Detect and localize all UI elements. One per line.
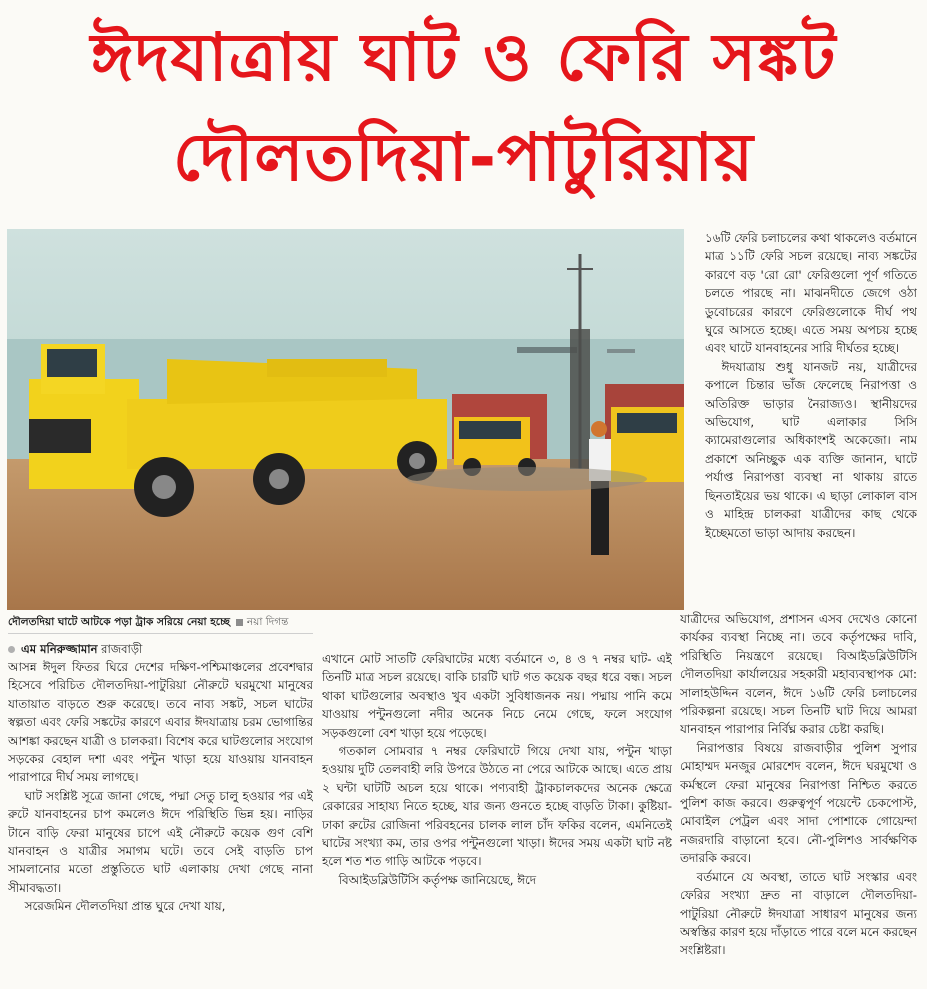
byline-author: এম মনিরুজ্জামান (21, 642, 98, 656)
byline (8, 640, 142, 658)
paragraph: আসন্ন ঈদুল ফিতর ঘিরে দেশের দক্ষিণ-পশ্চিমাঞ্চলের প্রবেশদ্বার হিসেবে পরিচিত দৌলতদিয়া-পাটুরিয়া নৌরুটে ঘরমুখো মানুষের যাতায়াত বাড়তে শুরু করেছে। তবে নাব্য সঙ্কট, সচল ঘাটের স্বল্পতা এবং ফেরি সঙ্কটের কারণে এবার ঈদযাত্রায় চরম ভোগান্তির আশঙ্কা করছেন যাত্রী ও চালকরা। বিশেষ করে ঘাটগুলোর সংযোগ সড়কের বেহাল দশা এবং পন্টুন খাড়া হয়ে যাওয়ায় যানবাহন পারাপারে দীর্ঘ সময় লাগছে। (8, 660, 313, 785)
byline-location: রাজবাড়ী (101, 642, 143, 656)
paragraph: বিআইডব্লিউটিসি কর্তৃপক্ষ জানিয়েছে, ঈদে (338, 872, 537, 887)
headline-line-1: ঈদযাত্রায় ঘাট ও ফেরি সঙ্কট (90, 19, 837, 96)
photo-ferry-ghat-trucks (7, 229, 684, 610)
news-photo (7, 229, 684, 610)
square-bullet-icon (236, 619, 243, 626)
paragraph: যাত্রীদের অভিযোগ, প্রশাসন এসব দেখেও কোনো কার্যকর ব্যবস্থা নিচ্ছে না। তবে কর্তৃপক্ষের দাবি, পরিস্থিতি নিয়ন্ত্রণে রয়েছে। বিআইডব্লিউটিসি দৌলতদিয়া কার্যালয়ের সহকারী মহাব্যবস্থাপক মো: সালাহউদ্দিন বলেন, ঈদে ১৬টি ফেরি চলাচলের পরিকল্পনা রয়েছে। সচল তিনটি ঘাট দিয়ে আমরা যানবাহন পারাপার নির্বিঘ্ন করার চেষ্টা করছি। (680, 612, 917, 737)
photo-caption (8, 614, 684, 630)
caption-divider (8, 633, 313, 634)
article-column-3-continued (680, 610, 917, 985)
article-column-1 (8, 658, 313, 984)
paragraph: ঘাট সংশ্লিষ্ট সূত্রে জানা গেছে, পদ্মা সেতু চালু হওয়ার পর এই রুটে যানবাহনের চাপ কমলেও ঈদে পরিস্থিতি ভিন্ন হয়। নাড়ির টানে বাড়ি ফেরা মানুষের চাপে এই নৌরুটে কয়েক গুণ বেশি যানবাহন ও যাত্রীর সমাগম ঘটে। তবে সেই বাড়তি চাপ সামলানোর মতো প্রস্তুতিতে ঘাট এলাকায় দেখা গেছে নানা সীমাবদ্ধতা। (8, 788, 313, 895)
paragraph: এখানে মোট সাতটি ফেরিঘাটের মধ্যে বর্তমানে ৩, ৪ ও ৭ নম্বর ঘাট- এই তিনটি মাত্র সচল রয়েছে। বাকি চারটি ঘাট গত কয়েক বছর ধরে বন্ধ। সচল থাকা ঘাটগুলোর অবস্থাও খুব একটা সুবিধাজনক নয়। পদ্মায় পানি কমে যাওয়ায় পন্টুনগুলো নদীর অনেক নিচে নেমে গেছে, ফলে সংযোগ সড়কগুলো বেশ খাড়া হয়ে পড়েছে। (322, 652, 672, 740)
paragraph: নিরাপত্তার বিষয়ে রাজবাড়ীর পুলিশ সুপার মোহাম্মদ মনজুর মোরশেদ বলেন, ঈদে ঘরমুখো ও কর্মস্থলে ফেরা মানুষের নিরাপত্তা নিশ্চিত করতে পুলিশ কাজ করবে। গুরুত্বপূর্ণ পয়েন্টে চেকপোস্ট, মোবাইল পেট্রল এবং সাদা পোশাকে গোয়েন্দা নজরদারি বাড়ানো হবে। নৌ-পুলিশও সার্বক্ষণিক তদারকি করবে। (680, 740, 917, 866)
article-column-2 (322, 650, 672, 984)
caption-source: নয়া দিগন্ত (246, 616, 289, 628)
paragraph: সরেজমিন দৌলতদিয়া প্রান্ত ঘুরে দেখা যায়, (24, 899, 226, 914)
article-column-3 (705, 229, 917, 612)
bullet-dot-icon (8, 646, 15, 653)
paragraph: ঈদযাত্রায় শুধু যানজট নয়, যাত্রীদের কপালে চিন্তার ভাঁজ ফেলেছে নিরাপত্তা ও অতিরিক্ত ভাড়ার নৈরাজ্যও। স্থানীয়দের অভিযোগ, ঘাট এলাকার সিসি ক্যামেরাগুলোর অধিকাংশই অকেজো। নাম প্রকাশে অনিচ্ছুক এক ব্যক্তি জানান, ঘাটে পর্যাপ্ত নিরাপত্তা ব্যবস্থা না থাকায় রাতে ছিনতাইয়ের ভয় থাকে। এ ছাড়া লোকাল বাস ও মাহিন্দ্র চালকরা যাত্রীদের কাছ থেকে ইচ্ছেমতো ভাড়া আদায় করছেন। (705, 359, 917, 540)
caption-text: দৌলতদিয়া ঘাটে আটকে পড়া ট্রাক সরিয়ে নেয়া হচ্ছে (8, 616, 230, 628)
photo-tanker-truck (452, 394, 547, 476)
paragraph: গতকাল সোমবার ৭ নম্বর ফেরিঘাটে গিয়ে দেখা যায়, পন্টুন খাড়া হওয়ায় দুটি তেলবাহী লরি উপরে উঠতে না পেরে আটকে আছে। এতে প্রায় ২ ঘন্টা ঘাটটি অচল হয়ে থাকে। পণ্যবাহী ট্রাকচালকদের অনেক ক্ষেত্রে রেকারের সাহায্য নিতে হচ্ছে, যার জন্য গুনতে হচ্ছে বাড়তি টাকা। কুষ্টিয়া-ঢাকা রুটের রোজিনা পরিবহনের চালক লাল চাঁদ ফকির বলেন, এমনিতেই ঘাটের সংখ্যা কম, তার ওপর পন্টুনগুলো খাড়া। ঈদের সময় একটা ঘাট নষ্ট হলে শত শত গাড়ি আটকে পড়বে। (322, 744, 672, 869)
paragraph: বর্তমানে যে অবস্থা, তাতে ঘাট সংস্কার এবং ফেরির সংখ্যা দ্রুত না বাড়ালে দৌলতদিয়া-পাটুরিয়া নৌরুটে ঈদযাত্রা সাধারণ মানুষের জন্য অস্বস্তির কারণ হয়ে দাঁড়াতে পারে বলে মনে করছেন সংশ্লিষ্টরা। (680, 869, 917, 958)
headline-line-2: দৌলতদিয়া-পাটুরিয়ায় (173, 119, 754, 196)
paragraph: ১৬টি ফেরি চলাচলের কথা থাকলেও বর্তমানে মাত্র ১১টি ফেরি সচল রয়েছে। নাব্য সঙ্কটের কারণে বড় 'রো রো' ফেরিগুলো পূর্ণ গতিতে চলতে পারছে না। মাঝনদীতে জেগে ওঠা ডুবোচরের কারণে ফেরিগুলোকে দীর্ঘ পথ ঘুরে আসতে হচ্ছে। এতে সময় অপচয় হচ্ছে এবং ঘাটে যানবাহনের সারি দীর্ঘতর হচ্ছে। (705, 231, 917, 356)
photo-dump-truck (605, 384, 684, 482)
